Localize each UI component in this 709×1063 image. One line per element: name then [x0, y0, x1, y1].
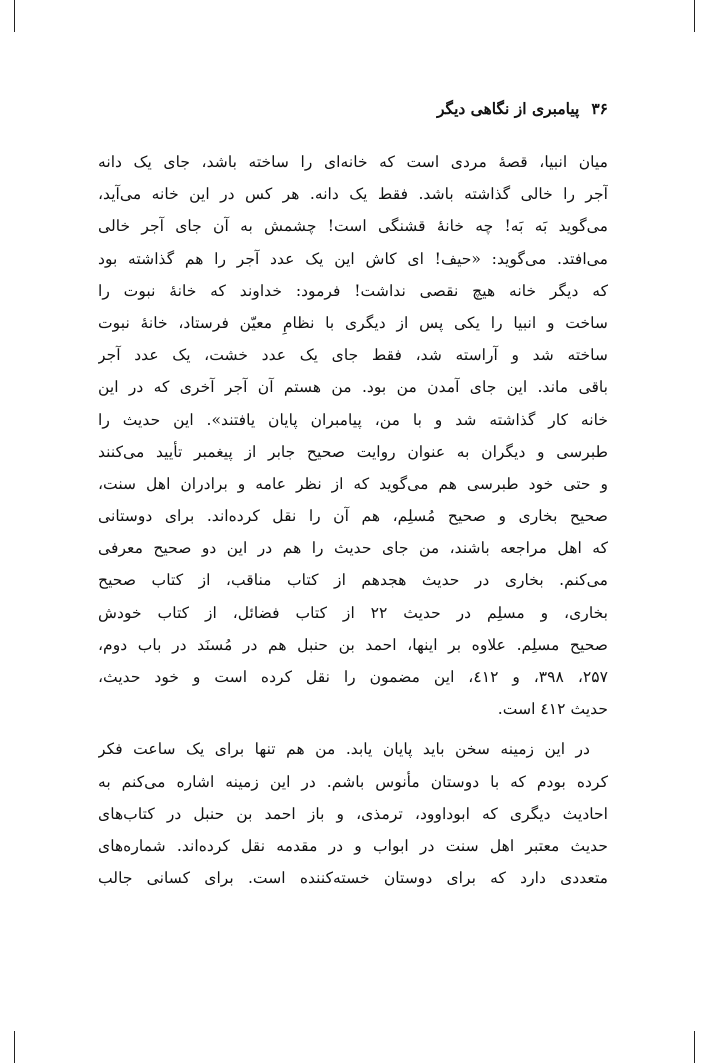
text-line: بخاری، و مسلِم در حدیث ۲۲ از کتاب فضائل، از کتاب خودش — [98, 603, 608, 622]
text-line: می‌گوید بَه بَه! چه خانهٔ قشنگی است! چشمش به آن جای آجر خالی — [98, 217, 608, 236]
text-line: خانه کار گذاشته شد و با من، پیامبران پایان یافتند». این حدیث را — [98, 410, 608, 429]
crop-mark-top-right — [694, 0, 695, 32]
text-line: حدیث ٤۱۲ است. — [497, 700, 608, 719]
book-page — [98, 96, 608, 894]
text-line: ساخت و انبیا را یکی پس از دیگری با نظامِ معیّن فرستاد، خانهٔ نبوت — [98, 313, 608, 332]
crop-mark-bottom-right — [694, 1031, 695, 1063]
text-line: صحیح بخاری و صحیح مُسلِم، هم آن را نقل کرده‌اند. برای دوستانی — [98, 507, 608, 526]
crop-mark-bottom-left — [14, 1031, 15, 1063]
text-line: احادیث دیگری که ابوداوود، ترمذی، و باز احمد بن حنبل در کتاب‌های — [98, 804, 608, 823]
text-line: باقی ماند. این جای آمدن من بود. من هستم آن آجر آخری که در این — [98, 378, 608, 397]
text-line: آجر را خالی گذاشته باشد. فقط یک دانه. هر کس در این خانه می‌آید، — [98, 185, 608, 204]
book-title: پیامبری از نگاهی دیگر — [436, 99, 580, 118]
text-line: در این زمینه سخن باید پایان یابد. من هم تنها برای یک ساعت فکر — [98, 740, 590, 759]
text-line: کرده بودم که با دوستان مأنوس باشم. در این زمینه اشاره می‌کنم به — [98, 772, 608, 791]
text-line: طبرسی و دیگران به عنوان روایت صحیح جابر از پیغمبر تأیید می‌کنند — [98, 442, 608, 461]
text-line: ساخته شد و آراسته شد، فقط جای یک عدد خشت، یک عدد آجر — [98, 346, 608, 365]
text-line: متعددی دارد که برای دوستان خسته‌کننده است. برای کسانی جالب — [98, 869, 608, 888]
crop-mark-top-left — [14, 0, 15, 32]
text-line: می‌افتد. می‌گوید: «حیف! ای کاش این یک عدد آجر را هم گذاشته بود — [98, 249, 608, 268]
paragraph-1 — [98, 146, 608, 725]
body-text — [98, 146, 608, 894]
text-line: صحیح مسلِم. علاوه بر اینها، احمد بن حنبل هم در مُسنَد در باب دوم، — [98, 635, 608, 654]
text-line: و حتی خود طبرسی هم می‌گوید که از نظر عامه و برادران اهل سنت، — [98, 474, 608, 493]
page-number: ۳۶ — [591, 99, 608, 118]
text-line: که اهل مراجعه باشند، من جای حدیث را هم در این دو صحیح معرفی — [98, 539, 608, 558]
text-line: میان انبیا، قصهٔ مردی است که خانه‌ای را ساخته باشد، جای یک دانه — [98, 153, 608, 171]
paragraph-2 — [98, 733, 608, 894]
text-line: که دیگر خانه هیچ نقصی نداشت! فرمود: خداوند که خانهٔ نبوت را — [98, 281, 608, 300]
text-line: می‌کنم. بخاری در حدیث هجدهم از کتاب مناقب، از کتاب صحیح — [98, 571, 608, 590]
text-line: حدیث معتبر اهل سنت در ابواب و در مقدمه نقل کرده‌اند. شماره‌های — [98, 836, 608, 855]
text-line: ۲۵۷، ۳۹۸، و ٤۱۲، این مضمون را نقل کرده است و خود حدیث، — [98, 668, 608, 686]
running-head — [98, 96, 608, 122]
